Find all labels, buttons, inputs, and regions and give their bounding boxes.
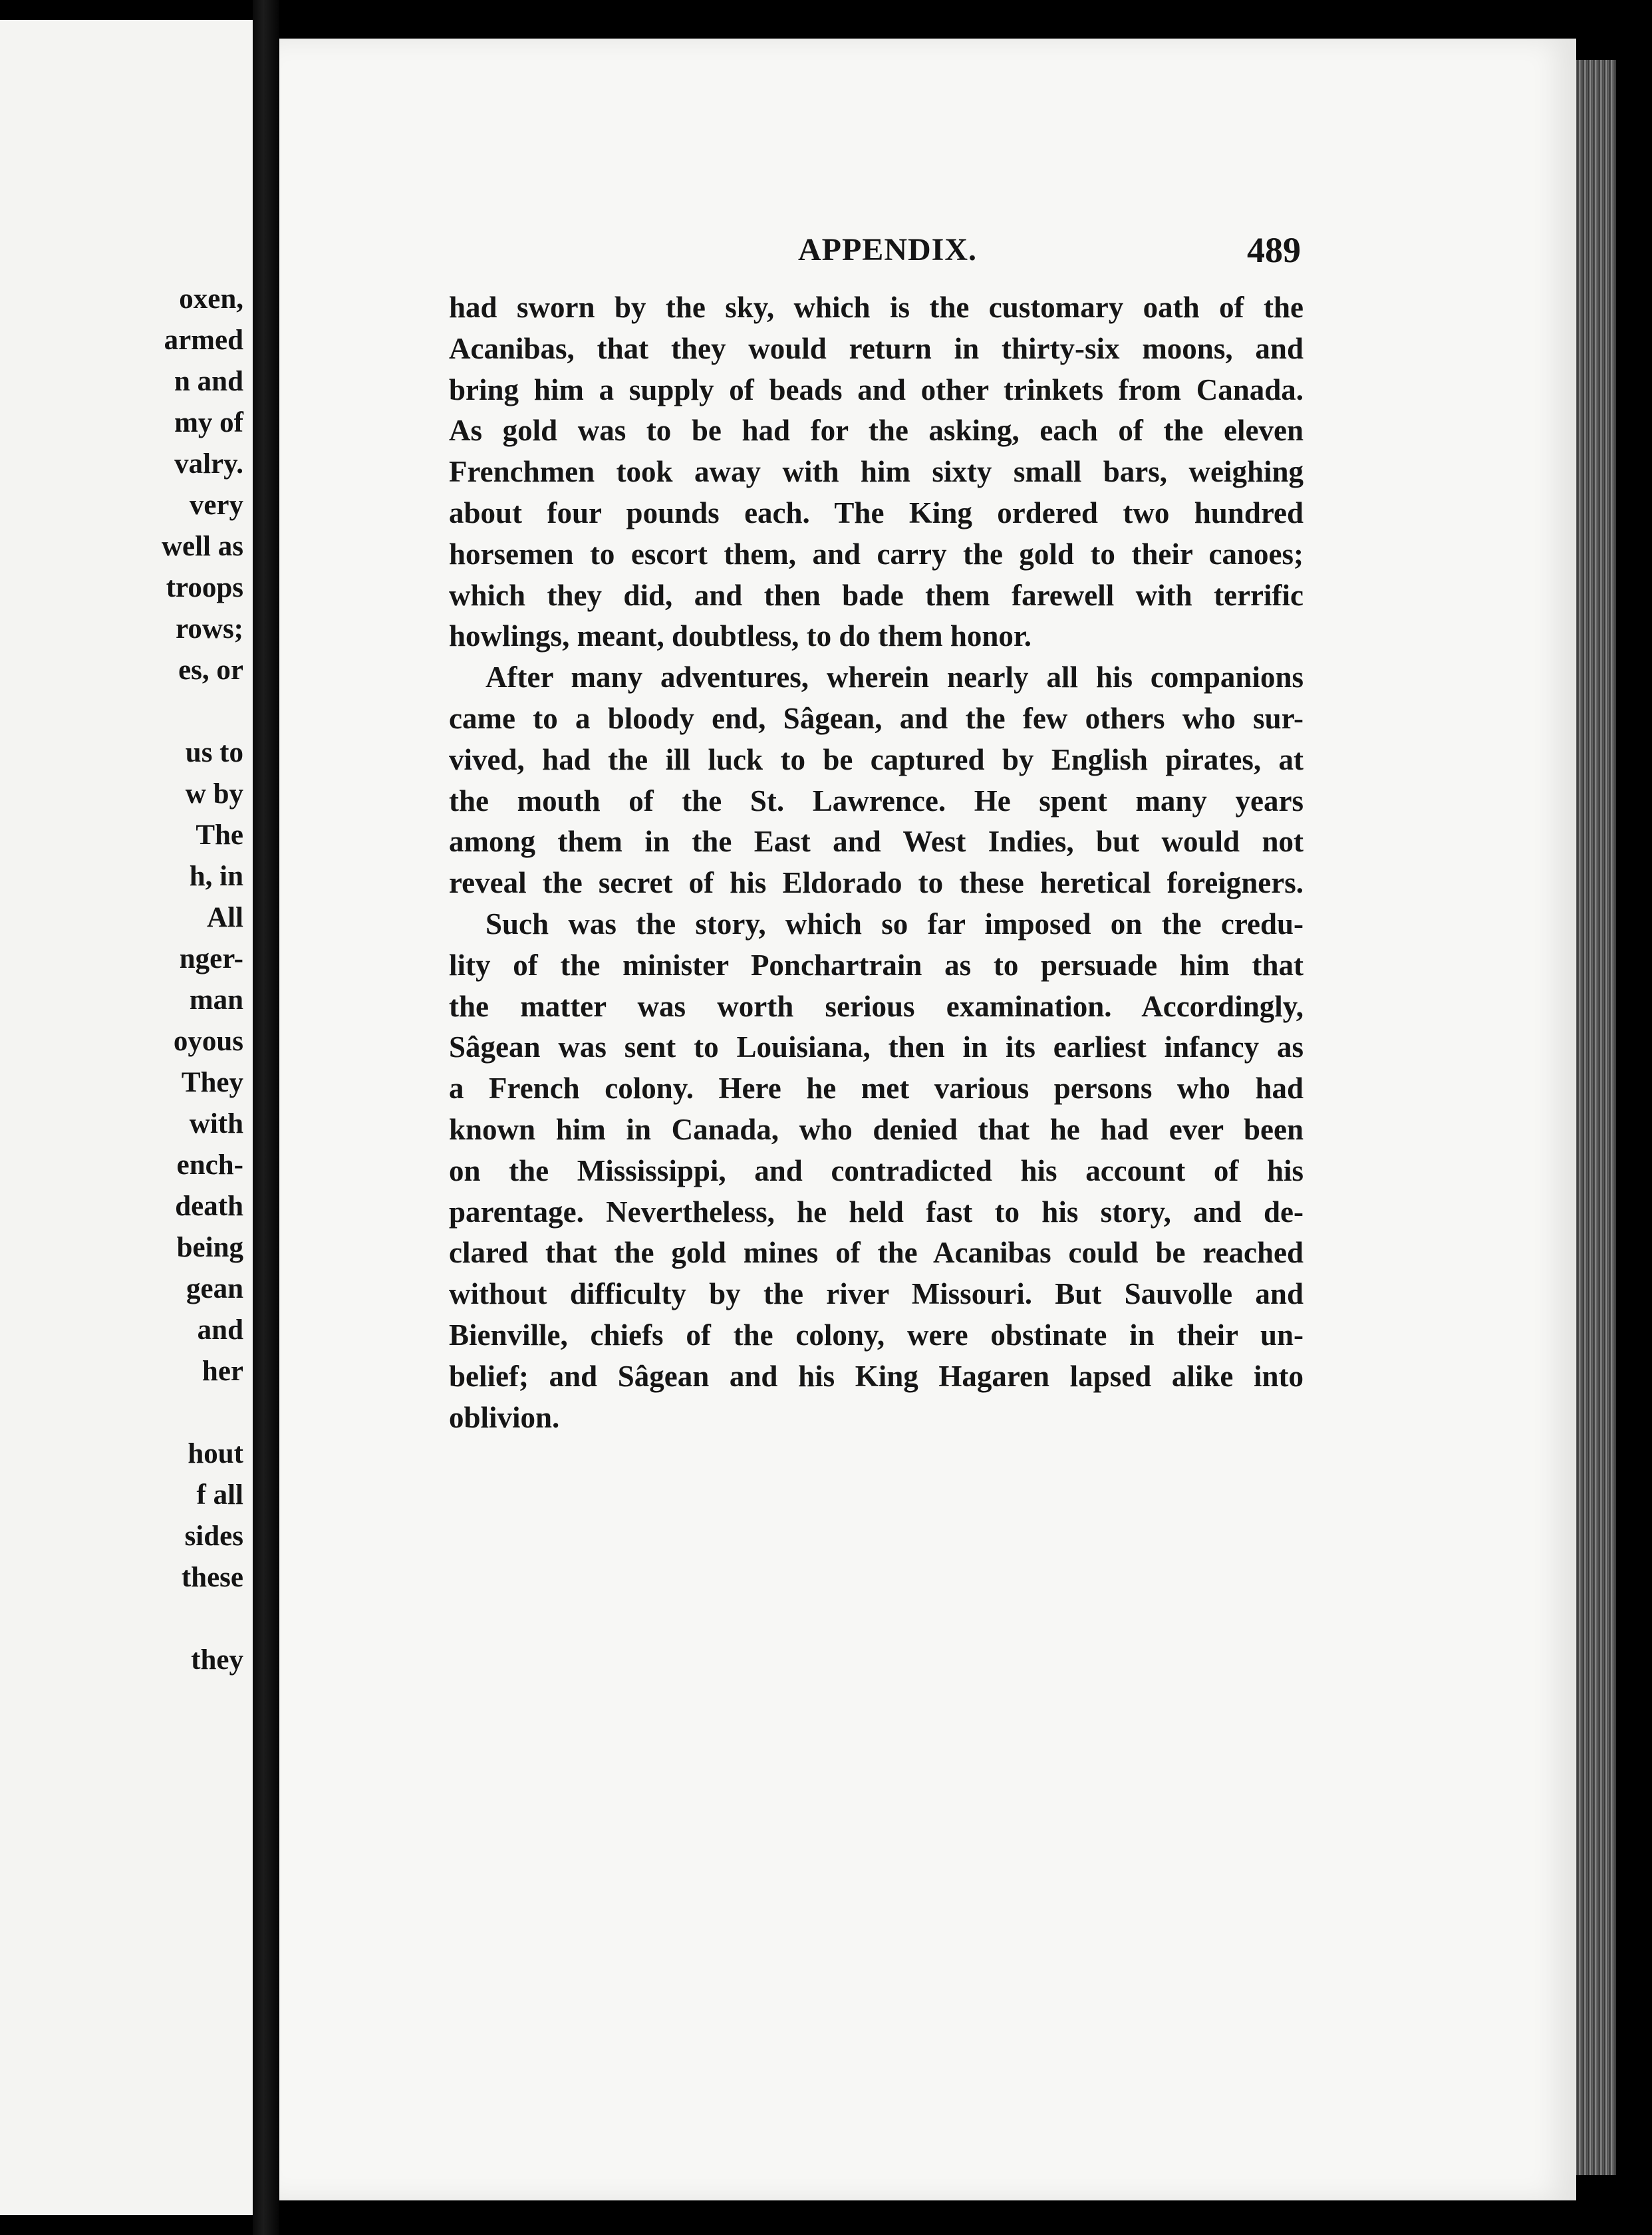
left-page-line: troops (166, 572, 243, 603)
text-line: After many adventures, wherein nearly all his companions (485, 661, 1304, 694)
left-page-line: and (197, 1314, 243, 1346)
text-line: oblivion. (449, 1400, 560, 1434)
left-page-line: hout (188, 1438, 243, 1469)
left-page-line: being (176, 1232, 243, 1263)
body-text (449, 287, 1304, 1438)
left-page-line: w by (185, 778, 243, 810)
left-page-line: man (189, 984, 243, 1016)
text-line: known him in Canada, who denied that he had ever been (449, 1112, 1304, 1146)
left-page-line: They (181, 1067, 243, 1098)
text-line: the matter was worth serious examination. Accordingly, (449, 989, 1304, 1023)
page-number: 489 (1247, 230, 1301, 270)
text-line: Sâgean was sent to Louisiana, then in its earliest infancy as (449, 1030, 1304, 1064)
text-line: had sworn by the sky, which is the customary oath of the (449, 291, 1304, 324)
text-line: on the Mississippi, and contradicted his account of his (449, 1153, 1304, 1187)
text-line: As gold was to be had for the asking, each of the eleven (449, 414, 1304, 448)
text-line: howlings, meant, doubtless, to do them honor. (449, 619, 1032, 653)
left-page-line: oyous (173, 1026, 243, 1057)
book-gutter (253, 0, 279, 2235)
text-line: among them in the East and West Indies, but would not (449, 825, 1304, 859)
text-line: clared that the gold mines of the Acanibas could be reached (449, 1236, 1304, 1270)
left-page-line: her (202, 1356, 243, 1387)
text-line: parentage. Nevertheless, he held fast to his story, and de- (449, 1195, 1304, 1229)
left-page-line: oxen, (179, 283, 243, 315)
text-line: without difficulty by the river Missouri. But Sauvolle and (449, 1277, 1304, 1311)
text-line: vived, had the ill luck to be captured by English pirates, at (449, 742, 1304, 776)
facing-page-fragment (0, 20, 253, 2215)
left-page-line: these (181, 1562, 243, 1593)
left-page-line: well as (161, 531, 243, 562)
text-line: which they did, and then bade them farewell with terrific (449, 578, 1304, 612)
left-page-line: with (189, 1108, 243, 1139)
left-page-line: armed (164, 325, 243, 356)
text-line: belief; and Sâgean and his King Hagaren lapsed alike into (449, 1359, 1304, 1393)
text-line: Such was the story, which so far imposed on the credu- (485, 907, 1304, 941)
text-line: Frenchmen took away with him sixty small bars, weighing (449, 455, 1304, 489)
left-page-line: sides (184, 1521, 243, 1552)
text-line: bring him a supply of beads and other trinkets from Canada. (449, 372, 1304, 406)
text-line: horsemen to escort them, and carry the gold to their canoes; (449, 537, 1304, 571)
text-line: about four pounds each. The King ordered two hundred (449, 496, 1304, 529)
left-page-line: valry. (174, 448, 243, 480)
left-page-line: ench- (176, 1149, 243, 1181)
left-page-line: nger- (179, 943, 243, 974)
text-line: reveal the secret of his Eldorado to these heretical foreigners. (449, 866, 1304, 900)
left-page-line: es, or (178, 655, 243, 686)
left-page-line: us to (185, 737, 243, 768)
left-page-line: very (189, 490, 243, 521)
text-line: Bienville, chiefs of the colony, were obstinate in their un- (449, 1318, 1304, 1352)
text-line: a French colony. Here he met various persons who had (449, 1072, 1304, 1106)
page-edge-stack (1576, 60, 1616, 2175)
left-page-line: my of (174, 407, 243, 438)
text-line: the mouth of the St. Lawrence. He spent many years (449, 784, 1304, 818)
left-page-line: they (191, 1644, 243, 1676)
running-head: APPENDIX. (798, 232, 977, 267)
left-page-line: f all (196, 1479, 243, 1511)
left-page-line: All (207, 902, 243, 933)
text-line: Acanibas, that they would return in thirty-six moons, and (449, 331, 1304, 365)
text-line: came to a bloody end, Sâgean, and the few others who sur- (449, 701, 1304, 735)
left-page-line: gean (186, 1273, 243, 1304)
left-page-line: death (175, 1191, 243, 1222)
left-page-line: n and (174, 366, 243, 397)
left-page-line: rows; (176, 613, 243, 645)
left-page-line: The (196, 820, 243, 851)
text-line: lity of the minister Ponchartrain as to persuade him that (449, 948, 1304, 982)
left-page-line: h, in (189, 861, 243, 892)
